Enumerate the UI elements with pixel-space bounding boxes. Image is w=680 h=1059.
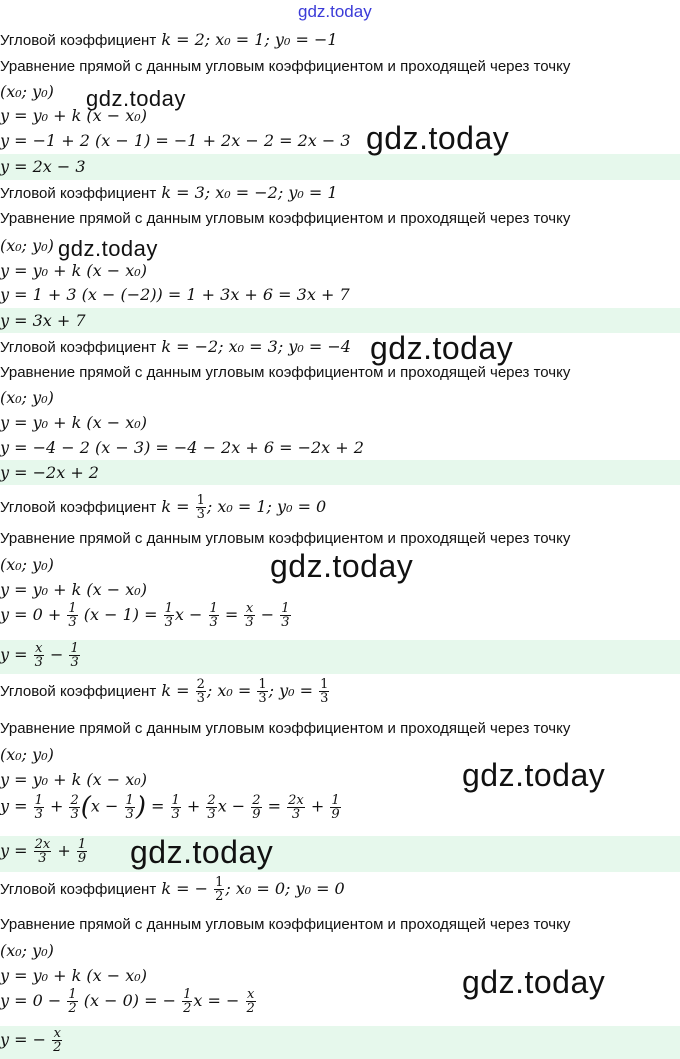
general-equation: y = y₀ + k (x − x₀) <box>0 966 147 985</box>
slope-line-5: Угловой коэффициент k = $\frac{2}{3}$ ; x₀ = $\frac{1}{3}$ ; y₀ = $\frac{1}{3}$ <box>0 677 329 706</box>
answer-row <box>0 1026 680 1059</box>
intro-text: Уравнение прямой с данным угловым коэффициентом и проходящей через точку <box>0 210 571 227</box>
intro-text: Уравнение прямой с данным угловым коэффициентом и проходящей через точку <box>0 364 571 381</box>
point-notation: (x₀; y₀) <box>0 82 54 101</box>
point-notation: (x₀; y₀) <box>0 236 54 255</box>
watermark: gdz.today <box>366 120 510 156</box>
fraction: $\frac{1}{3}$ <box>196 493 205 522</box>
point-notation: (x₀; y₀) <box>0 745 54 764</box>
fraction: $\frac{2x}{3}$ <box>34 837 51 866</box>
slope-k: k = <box>161 497 190 516</box>
slope-label: Угловой коэффициент <box>0 683 157 700</box>
intro-text: Уравнение прямой с данным угловым коэффициентом и проходящей через точку <box>0 916 571 933</box>
slope-line-4 <box>0 494 680 521</box>
answer-row <box>0 460 680 485</box>
fraction: $\frac{x}{3}$ <box>245 601 254 630</box>
point-notation: (x₀; y₀) <box>0 388 54 407</box>
slope-line-3 <box>0 337 680 356</box>
fraction: $\frac{2x}{3}$ <box>288 792 304 822</box>
calculation: y = −1 + 2 (x − 1) = −1 + 2x − 2 = 2x − 3 <box>0 131 351 150</box>
fraction: $\frac{x}{2}$ <box>53 1026 62 1055</box>
site-link[interactable]: gdz.today <box>298 2 372 21</box>
calculation: y = 1 + 3 (x − (−2)) = 1 + 3x + 6 = 3x + 7 <box>0 285 350 304</box>
watermark: gdz.today <box>462 757 606 793</box>
answer-row <box>0 154 680 180</box>
general-equation: y = y₀ + k (x − x₀) <box>0 770 147 789</box>
fraction: $\frac{2}{3}$ <box>207 792 216 822</box>
point-notation: (x₀; y₀) <box>0 555 54 574</box>
answer: y = − $\frac{x}{2}$ <box>0 1026 62 1055</box>
slope-label: Угловой коэффициент <box>0 339 157 356</box>
calculation: y = 0 + $\frac{1}{3}$ (x − 1) = $\frac{1}{3}$ x − $\frac{1}{3}$ = $\frac{x}{3}$ − $\frac{1}{3}$ <box>0 601 290 630</box>
slope-values: k = 2; x₀ = 1; y₀ = −1 <box>161 30 338 49</box>
fraction: $\frac{2}{3}$ <box>70 792 79 822</box>
watermark: gdz.today <box>270 548 414 584</box>
fraction: $\frac{1}{9}$ <box>77 837 87 866</box>
answer-row <box>0 836 680 872</box>
fraction: $\frac{1}{3}$ <box>258 677 267 706</box>
fraction: $\frac{1}{3}$ <box>164 601 173 630</box>
fraction: $\frac{1}{3}$ <box>68 601 77 630</box>
slope-values: k = 3; x₀ = −2; y₀ = 1 <box>161 183 338 202</box>
slope-line-2 <box>0 183 680 202</box>
fraction: $\frac{1}{3}$ <box>209 601 218 630</box>
slope-line-6: Угловой коэффициент k = − $\frac{1}{2}$ ; x₀ = 0; y₀ = 0 <box>0 875 345 904</box>
slope-label: Угловой коэффициент <box>0 32 157 49</box>
general-equation: y = y₀ + k (x − x₀) <box>0 413 147 432</box>
slope-line-1 <box>0 30 680 49</box>
answer: y = $\frac{x}{3}$ − $\frac{1}{3}$ <box>0 641 79 670</box>
watermark: gdz.today <box>462 964 606 1000</box>
fraction: $\frac{x}{2}$ <box>246 987 255 1016</box>
calculation: y = −4 − 2 (x − 3) = −4 − 2x + 6 = −2x + 2 <box>0 438 364 457</box>
fraction: $\frac{2}{9}$ <box>252 792 261 822</box>
fraction: $\frac{1}{9}$ <box>331 792 340 822</box>
intro-text: Уравнение прямой с данным угловым коэффициентом и проходящей через точку <box>0 58 571 75</box>
calculation: y = 0 − $\frac{1}{2}$ (x − 0) = − $\frac{1}{2}$ x = − $\frac{x}{2}$ <box>0 987 255 1016</box>
answer-row <box>0 308 680 333</box>
fraction: $\frac{1}{3}$ <box>281 601 290 630</box>
fraction: $\frac{x}{3}$ <box>34 641 43 670</box>
general-equation: y = y₀ + k (x − x₀) <box>0 580 147 599</box>
general-equation: y = y₀ + k (x − x₀) <box>0 106 147 125</box>
fraction: $\frac{1}{2}$ <box>68 987 77 1016</box>
slope-rest: ; x₀ = 1; y₀ = 0 <box>206 497 327 516</box>
watermark: gdz.today <box>130 834 274 870</box>
general-equation: y = y₀ + k (x − x₀) <box>0 261 147 280</box>
fraction: $\frac{1}{2}$ <box>183 987 192 1016</box>
watermark: gdz.today <box>370 330 514 366</box>
slope-label: Угловой коэффициент <box>0 499 157 516</box>
answer-row <box>0 640 680 674</box>
answer: y = 3x + 7 <box>0 311 86 330</box>
fraction: $\frac{1}{3}$ <box>34 792 43 822</box>
fraction: $\frac{1}{3}$ <box>320 677 329 706</box>
slope-values: k = −2; x₀ = 3; y₀ = −4 <box>161 337 351 356</box>
slope-label: Угловой коэффициент <box>0 185 157 202</box>
fraction: $\frac{1}{3}$ <box>125 792 134 822</box>
fraction: $\frac{1}{3}$ <box>70 641 79 670</box>
slope-label: Угловой коэффициент <box>0 881 157 898</box>
calculation: y = $\frac{1}{3}$ + $\frac{2}{3}$ (x − $\frac{1}{3}$ ) = $\frac{1}{3}$ + $\frac{2}{3}$ x − $\frac{2}{9}$ = $\frac{2x}{3}$ + $\frac{1}{9}$ <box>0 792 340 822</box>
answer: y = −2x + 2 <box>0 463 99 482</box>
watermark: gdz.today <box>86 86 186 111</box>
point-notation: (x₀; y₀) <box>0 941 54 960</box>
answer: y = $\frac{2x}{3}$ + $\frac{1}{9}$ <box>0 837 87 866</box>
fraction: $\frac{2}{3}$ <box>196 677 205 706</box>
fraction: $\frac{1}{2}$ <box>215 875 224 904</box>
answer: y = 2x − 3 <box>0 157 86 176</box>
watermark: gdz.today <box>58 236 158 261</box>
intro-text: Уравнение прямой с данным угловым коэффициентом и проходящей через точку <box>0 720 571 737</box>
fraction: $\frac{1}{3}$ <box>171 792 180 822</box>
intro-text: Уравнение прямой с данным угловым коэффициентом и проходящей через точку <box>0 530 571 547</box>
